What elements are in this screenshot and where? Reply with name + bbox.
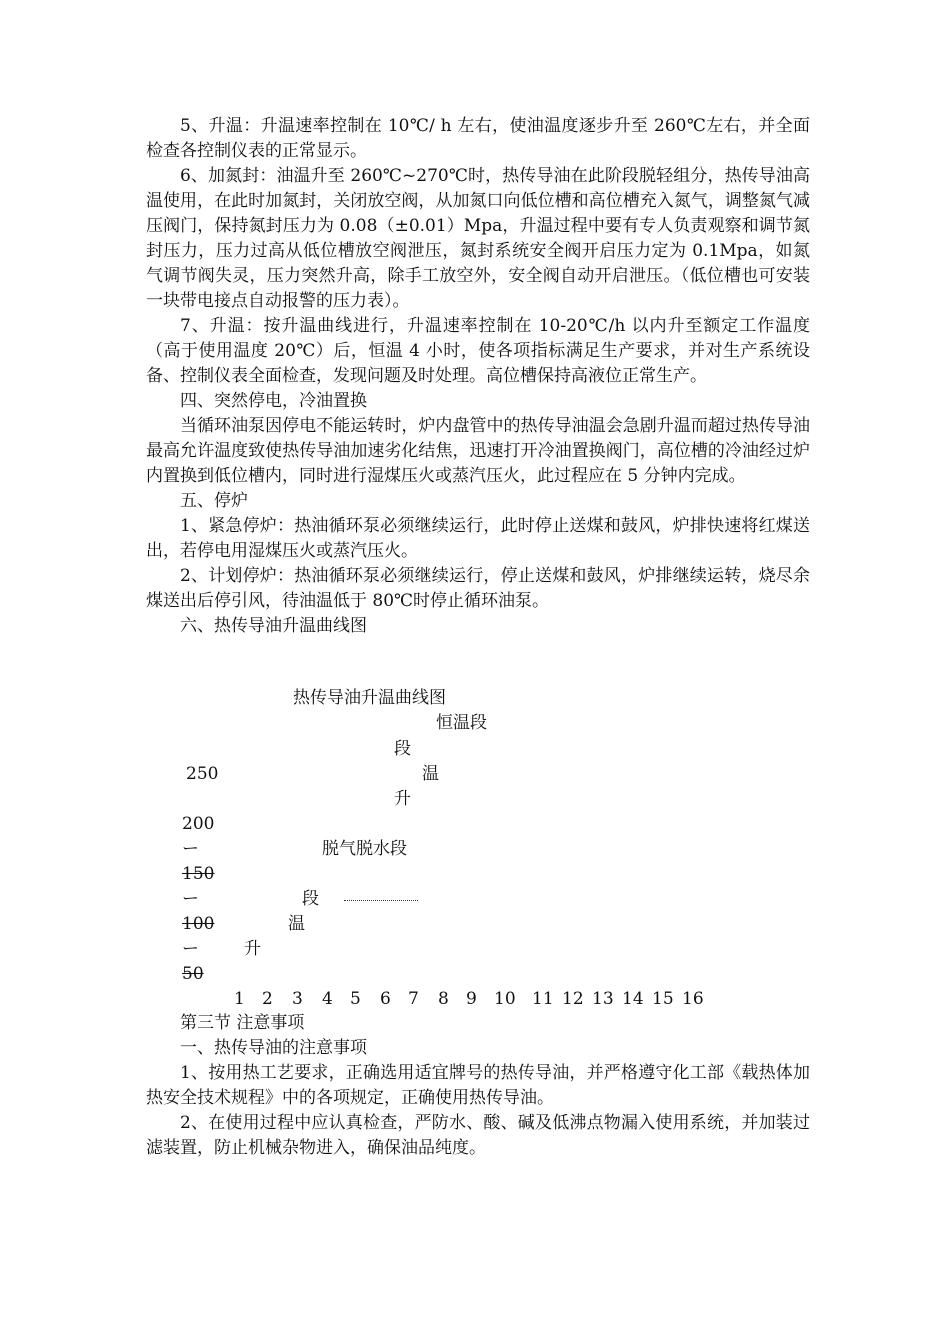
x-axis-tick-labels — [146, 987, 810, 1012]
annotation-upper-sheng: 升 — [394, 789, 411, 809]
dash-mark: ー — [182, 839, 199, 859]
paragraph-note-1: 1、按用热工艺要求，正确选用适宜牌号的热传导油，并严格遵守化工部《载热体加热安全技术规程》中的各项规定，正确使用热传导油。 — [146, 1063, 810, 1108]
y-tick-label: 100 — [182, 914, 215, 934]
x-tick-label: 16 — [682, 989, 704, 1009]
x-tick-label: 3 — [292, 989, 303, 1009]
annotation-constant-temp: 恒温段 — [436, 713, 487, 733]
x-tick-label: 1 — [234, 989, 245, 1009]
x-tick-label: 7 — [408, 989, 419, 1009]
section-heading-shutdown: 五、停炉 — [180, 491, 248, 511]
heating-curve-figure — [146, 686, 810, 1009]
paragraph-planned-shutdown: 2、计划停炉：热油循环泵必须继续运行，停止送煤和鼓风，炉排继续运转，烧尽余煤送出后停引风，待油温低于 80℃时停止循环油泵。 — [146, 566, 810, 611]
annotation-lower-wen: 温 — [288, 914, 305, 934]
x-tick-label: 10 — [494, 989, 516, 1009]
annotation-lower-sheng: 升 — [244, 939, 261, 959]
dotted-curve-segment — [344, 900, 418, 901]
x-tick-label: 9 — [466, 989, 477, 1009]
x-tick-label: 15 — [652, 989, 674, 1009]
x-tick-label: 5 — [350, 989, 361, 1009]
chart-title: 热传导油升温曲线图 — [293, 688, 446, 708]
dash-mark: ー — [182, 939, 199, 959]
x-tick-label: 12 — [562, 989, 584, 1009]
section-heading-notes: 第三节 注意事项 — [180, 1013, 305, 1033]
paragraph-heating-step5: 5、升温：升温速率控制在 10℃/ h 左右，使油温度逐步升至 260℃左右，并全面检查各控制仪表的正常显示。 — [146, 116, 810, 161]
x-tick-label: 2 — [262, 989, 273, 1009]
y-tick-label: 250 — [186, 764, 219, 784]
notes-section — [146, 1011, 810, 1161]
x-tick-label: 13 — [592, 989, 614, 1009]
annotation-lower-duan: 段 — [302, 889, 319, 909]
annotation-upper-duan: 段 — [394, 739, 411, 759]
subheading-oil-notes: 一、热传导油的注意事项 — [180, 1038, 367, 1058]
y-tick-label: 200 — [182, 814, 215, 834]
x-tick-label: 8 — [438, 989, 449, 1009]
document-body — [146, 114, 810, 639]
paragraph-nitrogen-seal: 6、加氮封：油温升至 260℃~270℃时，热传导油在此阶段脱轻组分，热传导油高温使用，在此时加氮封，关闭放空阀，从加氮口向低位槽和高位槽充入氮气，调整氮气减压阀门，保持氮封压力为 0.08（±0.01）Mpa，升温过程中要有专人负责观察和调节氮封压力，压力过高从低位槽放空阀泄压，氮封系统安全阀开启压力定为 0.1Mpa，如氮气调节阀失灵，压力突然升高，除手工放空外，安全阀自动开启泄压。（低位槽也可安装一块带电接点自动报警的压力表）。 — [146, 166, 810, 311]
paragraph-heating-step7: 7、升温：按升温曲线进行，升温速率控制在 10-20℃/h 以内升至额定工作温度（高于使用温度 20℃）后，恒温 4 小时，使各项指标满足生产要求，并对生产系统设备、控制仪表全面检查，发现问题及时处理。高位槽保持高液位正常生产。 — [146, 316, 810, 386]
annotation-upper-wen: 温 — [422, 764, 439, 784]
x-tick-label: 6 — [380, 989, 391, 1009]
section-heading-curve: 六、热传导油升温曲线图 — [180, 616, 367, 636]
dash-mark: ー — [182, 889, 199, 909]
x-tick-label: 11 — [532, 989, 554, 1009]
x-tick-label: 4 — [322, 989, 333, 1009]
section-heading-power-outage: 四、突然停电，冷油置换 — [180, 391, 367, 411]
paragraph-power-outage: 当循环油泵因停电不能运转时，炉内盘管中的热传导油温会急剧升温而超过热传导油最高允许温度致使热传导油加速劣化结焦，迅速打开冷油置换阀门，高位槽的冷油经过炉内置换到低位槽内，同时进行湿煤压火或蒸汽压火，此过程应在 5 分钟内完成。 — [146, 416, 810, 486]
paragraph-note-2: 2、在使用过程中应认真检查，严防水、酸、碱及低沸点物漏入使用系统，并加装过滤装置，防止机械杂物进入，确保油品纯度。 — [146, 1113, 810, 1158]
x-tick-label: 14 — [622, 989, 644, 1009]
y-tick-label: 150 — [182, 864, 215, 884]
annotation-degassing: 脱气脱水段 — [322, 839, 407, 859]
paragraph-emergency-shutdown: 1、紧急停炉：热油循环泵必须继续运行，此时停止送煤和鼓风，炉排快速将红煤送出，若停电用湿煤压火或蒸汽压火。 — [146, 516, 810, 561]
y-tick-label: 50 — [182, 964, 204, 984]
